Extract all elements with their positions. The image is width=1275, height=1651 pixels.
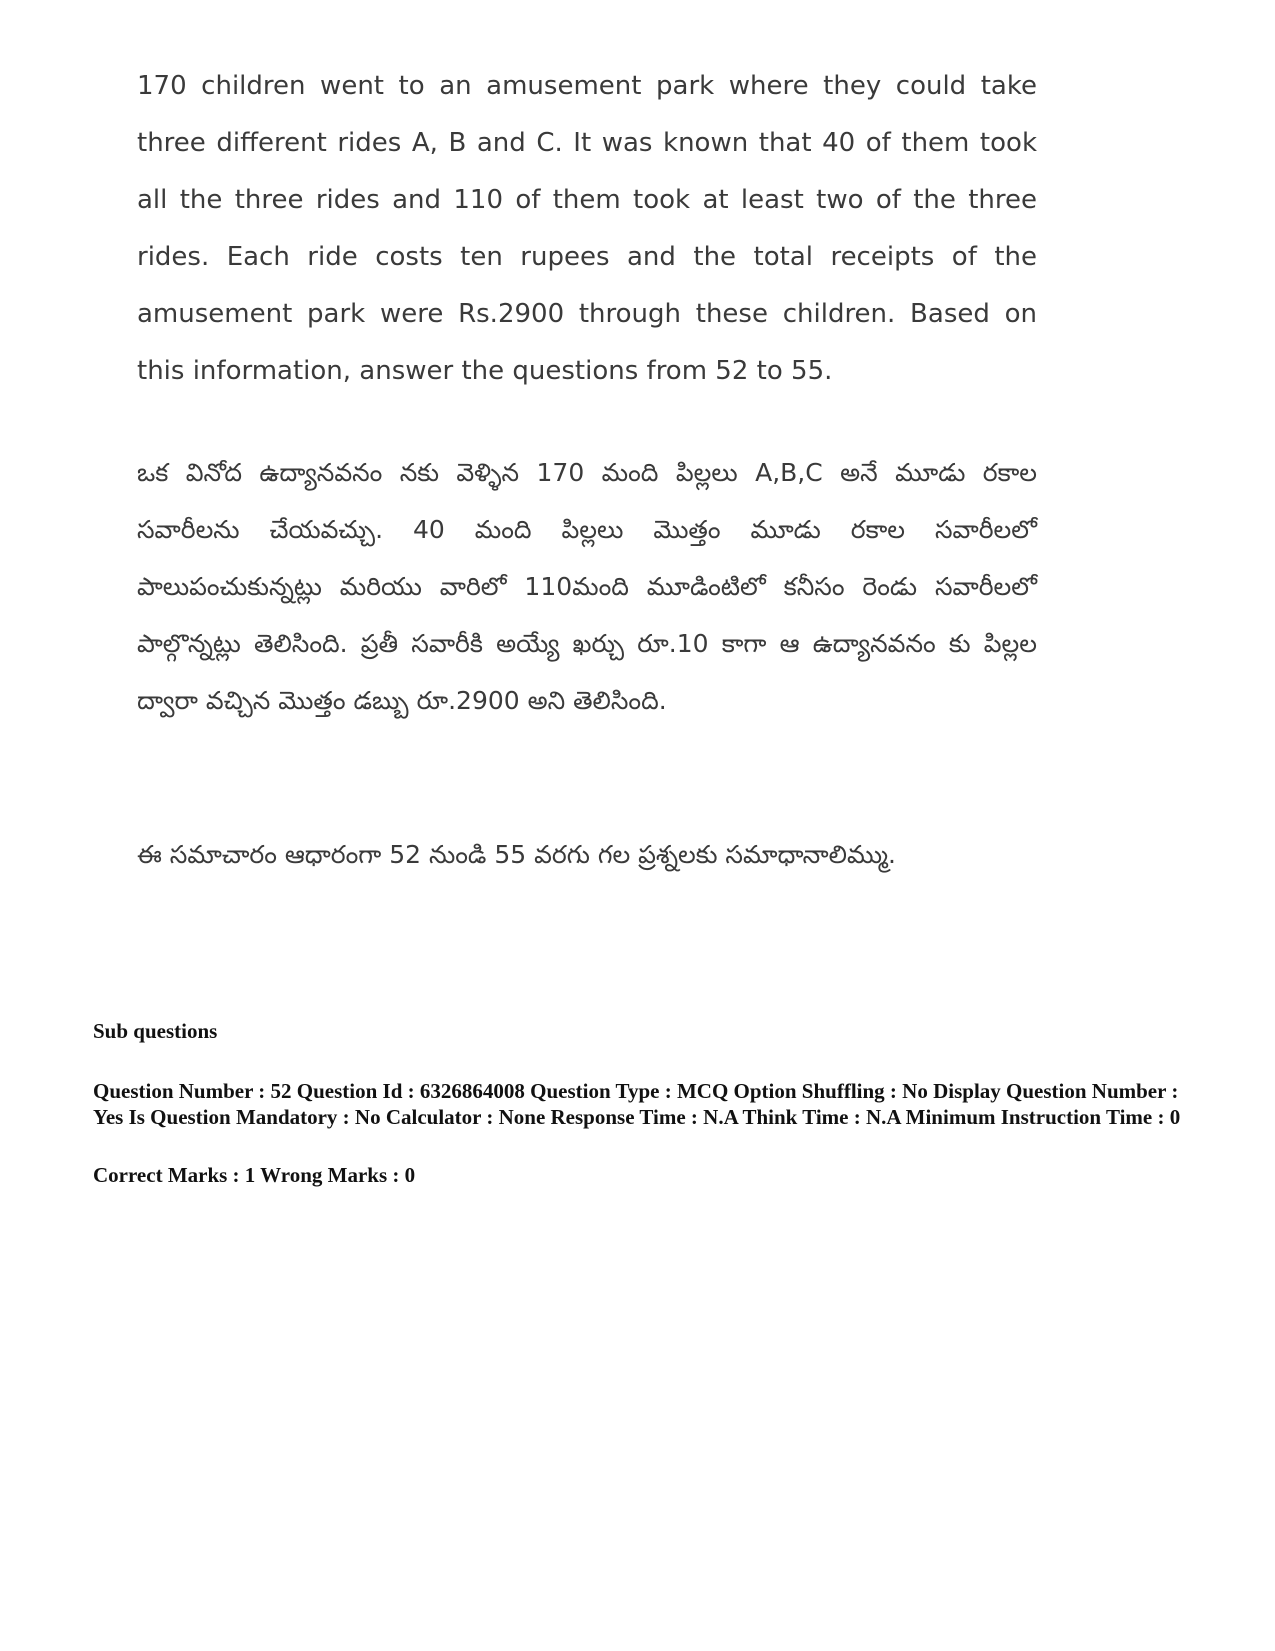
passage-image [137, 58, 1037, 958]
passage-telugu: ఒక వినోద ఉద్యానవనం నకు వెళ్ళిన 170 మంది పిల్లలు A,B,C అనే మూడు రకాల సవారీలను చేయవచ్చు. 40 మంది పిల్లలు మొత్తం మూడు రకాల సవారీలలో పాలుపంచుకున్నట్లు మరియు వారిలో 110మంది మూడింటిలో కనీసం రెండు సవారీలలో పాల్గొన్నట్లు తెలిసింది. ప్రతీ సవారీకి అయ్యే ఖర్చు రూ.10 కాగా ఆ ఉద్యానవనం కు పిల్లల ద్వారా వచ్చిన మొత్తం డబ్బు రూ.2900 అని తెలిసింది. [137, 458, 1037, 715]
passage-telugu-instruction: ఈ సమాచారం ఆధారంగా 52 నుండి 55 వరగు గల ప్రశ్నలకు సమాధానాలిమ్ము. [137, 840, 896, 869]
marks-info: Correct Marks : 1 Wrong Marks : 0 [93, 1163, 416, 1187]
sub-questions-heading: Sub questions [93, 1019, 218, 1043]
question-meta: Question Number : 52 Question Id : 6326864008 Question Type : MCQ Option Shuffling : No Display Question Number : Yes Is Question Mandatory : No Calculator : None Response Time : N.A Think Time : N.A Minimum Instruction Time : 0 [93, 1079, 1181, 1129]
passage-english: 170 children went to an amusement park where they could take three different rides A, B and C. It was known that 40 of them took all the three rides and 110 of them took at least two of the three rides. Each ride costs ten rupees and the total receipts of the amusement park were Rs.2900 through these children. Based on this information, answer the questions from 52 to 55. [137, 71, 1037, 386]
